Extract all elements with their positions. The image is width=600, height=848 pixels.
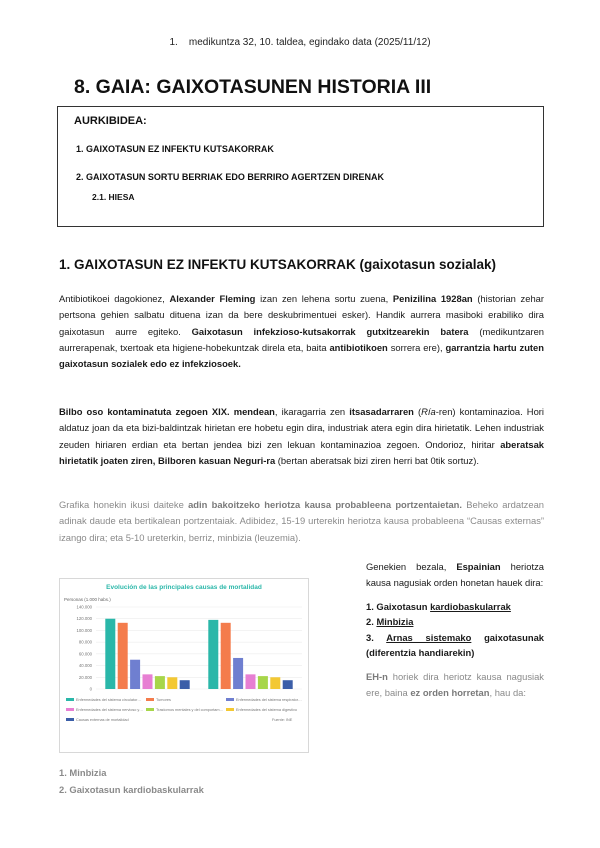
legend-label: Trastornos mentales y del comportam… (156, 708, 224, 712)
section-heading (59, 257, 496, 272)
text-bold: Bilbo oso kontaminatuta zegoen XIX. mendean (59, 406, 275, 417)
chart-bar (130, 660, 140, 689)
text: 1. Gaixotasun (366, 600, 431, 612)
chart-bar (221, 623, 231, 689)
text: , ikaragarria zen (274, 406, 350, 417)
text-bold: Alexander Fleming (169, 293, 256, 304)
section-heading-paren: (gaixotasun sozialak) (355, 257, 497, 272)
chart-bar (208, 620, 218, 689)
text-bold: EH-n (366, 670, 388, 682)
legend-swatch (66, 718, 74, 721)
text-italic: Ría (421, 406, 436, 417)
text: -ren) kontaminazioa. Hori aldatuz joan da eta bizi-baldintzak hirietan ere hobetu egin dira, industriak atera egin dira hirietatik. Lehen industriak zeuden hiriaren erdian eta bertan jendea bizi zen lekuan kontaminazioa zegoen. Ondorioz, hiritar (59, 406, 545, 450)
y-tick-label: 140.000 (76, 604, 92, 610)
legend-swatch (66, 708, 74, 711)
text-bold: Espainian (456, 561, 501, 572)
legend-label: Enfermedades del sistema circulator… (76, 698, 142, 702)
paragraph-chart-explanation (59, 497, 544, 546)
legend-label: Enfermedades del sistema digestivo (236, 708, 297, 712)
text-bold: garrantzia hartu zuten gaixotasun sozialek edo ez infekziosoek. (59, 341, 544, 370)
text-bold: itsasadarraren (349, 406, 414, 417)
y-tick-label: 60.000 (78, 651, 92, 657)
chart-bar (105, 619, 115, 689)
text: 3. (366, 631, 387, 643)
chart-bar (246, 674, 256, 689)
toc-subitem: 2.1. HIESA (92, 192, 135, 202)
text: gaixotasunak (diferentzia handiarekin) (366, 631, 544, 659)
y-tick-label: 120.000 (76, 616, 92, 622)
text: (historian zehar pertsona gehien salbatu dituena izan da bere deskubrimentuei esker). Handik aurrera masiboki erabiliko dira gaixotasun aurre egiteko. (59, 293, 544, 337)
table-of-contents (57, 106, 544, 227)
bottom-list-item: 1. Minbizia (59, 767, 107, 778)
text: horiek dira heriotz kausa nagusiak ere, baina (366, 670, 544, 698)
legend-label: Enfermedades del sistema respirator… (236, 698, 302, 702)
chart-bar (143, 674, 153, 689)
list-item (366, 599, 544, 615)
paragraph-bilbao (59, 404, 544, 469)
mortality-chart (59, 578, 309, 753)
page-title: 8. GAIA: GAIXOTASUNEN HISTORIA III (74, 76, 432, 98)
section-heading-main: 1. GAIXOTASUN EZ INFEKTU KUTSAKORRAK (59, 257, 356, 272)
chart-bar (167, 677, 177, 689)
text: 2. (366, 616, 377, 628)
legend-swatch (226, 698, 234, 701)
text: (bertan aberatsak bizi ziren herri bat 0tik sortuz). (275, 454, 479, 466)
chart-bar (233, 658, 243, 689)
text-bold: adin bakoitzeko heriotza kausa probableena portzentaietan. (188, 499, 462, 510)
text-underlined: kardiobaskularrak (430, 600, 511, 612)
y-tick-label: 40.000 (78, 663, 92, 669)
text: sorrera ere), (387, 341, 446, 353)
text: Grafika honekin ikusi daiteke (59, 499, 189, 510)
text: , hau da: (489, 686, 526, 698)
chart-bar (283, 680, 293, 689)
right-column (366, 559, 544, 701)
y-tick-label: 20.000 (78, 674, 92, 680)
document-header: 1. medikuntza 32, 10. taldea, egindako data (2025/11/12) (169, 37, 431, 48)
text: (medikuntzaren aurrerapenak, txertoak eta higiene-hobekuntzak direla eta, baita (59, 325, 544, 353)
intro-text (366, 559, 544, 592)
list-item (366, 614, 544, 630)
chart-title: Evolución de las principales causas de mortalidad (106, 584, 262, 591)
chart-bar (118, 623, 128, 689)
y-tick-label: 80.000 (78, 639, 92, 645)
legend-swatch (66, 698, 74, 701)
legend-swatch (146, 708, 154, 711)
legend-label: Causas externas de mortalidad (76, 718, 129, 722)
toc-title: AURKIBIDEA: (74, 115, 147, 127)
text-bold: ez orden horretan (410, 686, 490, 698)
legend-label: Enfermedades del sistema nervioso y… (76, 708, 144, 712)
text: ( (413, 406, 422, 417)
paragraph-antibiotics (59, 291, 544, 372)
legend-label: Tumores (156, 698, 171, 702)
toc-item: 2. GAIXOTASUN SORTU BERRIAK EDO BERRIRO AGERTZEN DIRENAK (76, 172, 385, 182)
text-bold: aberatsak hirietatik joaten ziren, Bilboren kasuan Neguri-ra (59, 438, 544, 466)
cause-list (366, 599, 544, 661)
chart-bar (180, 680, 190, 689)
chart-source: Fuente: INE (272, 718, 293, 722)
chart-bar (270, 677, 280, 689)
legend-swatch (146, 698, 154, 701)
legend-swatch (226, 708, 234, 711)
text-bold: Gaixotasun infekzioso-kutsakorrak gutxitzearekin batera (191, 325, 469, 337)
text: heriotza kausa nagusiak orden honetan hauek dira: (366, 561, 544, 589)
text: Antibiotikoei dagokionez, (59, 293, 170, 304)
chart-bar (258, 676, 268, 689)
bottom-list-item: 2. Gaixotasun kardiobaskularrak (59, 784, 204, 795)
text-underlined: Minbizia (376, 616, 414, 628)
chart-ylabel: Personas (1.000 habs.) (64, 597, 111, 602)
text-bold: Penizilina 1928an (392, 293, 473, 304)
text-underlined: Arnas sistemako (386, 631, 472, 643)
chart-svg (60, 579, 308, 752)
y-tick-label: 0 (89, 686, 92, 692)
text: Genekien bezala, (366, 561, 457, 572)
text: izan zen lehena sortu zuena, (255, 293, 393, 304)
toc-item: 1. GAIXOTASUN EZ INFEKTU KUTSAKORRAK (76, 144, 274, 154)
y-tick-label: 100.000 (76, 627, 92, 633)
chart-bar (155, 676, 165, 689)
text-bold: antibiotikoen (329, 341, 388, 353)
list-item (366, 630, 544, 661)
text: Beheko ardatzean adinak daude eta bertikalean portzentaiak. Adibidez, 15-19 urterekin heriotza kausa probableena “Causas externas” izango dira; eta 5-10 ureterkin, berriz, minbizia (leuzemia). (59, 499, 544, 543)
eh-text (366, 669, 544, 702)
